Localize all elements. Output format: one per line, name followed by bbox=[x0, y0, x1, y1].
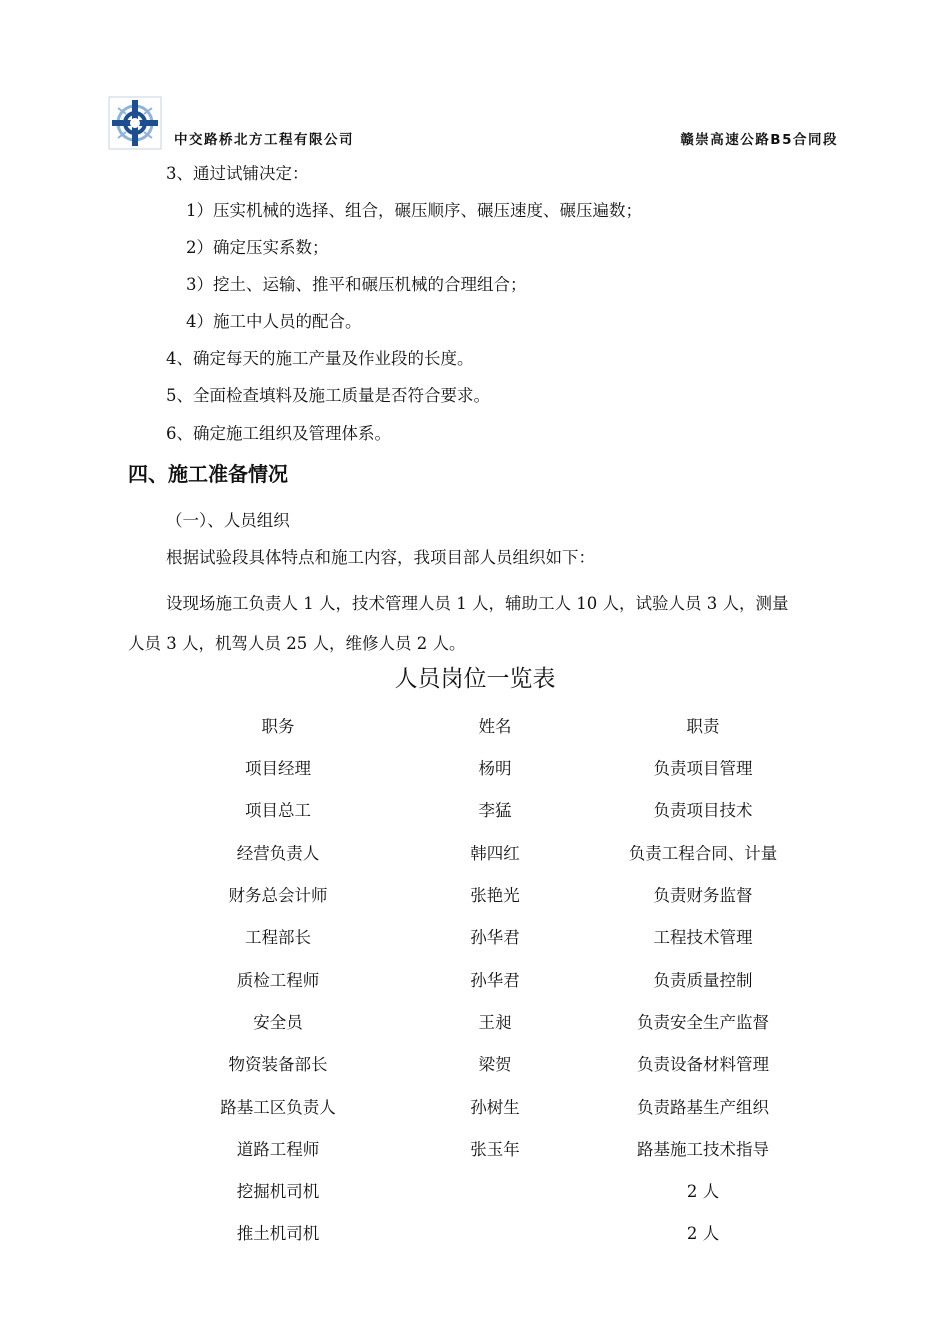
cell-position: 挖掘机司机 bbox=[236, 1182, 320, 1201]
cell-name: 梁贺 bbox=[478, 1055, 512, 1074]
list-item: 4）施工中人员的配合。 bbox=[186, 312, 362, 331]
table-row bbox=[0, 1094, 950, 1124]
cell-duty: 路基施工技术指导 bbox=[637, 1140, 769, 1159]
cell-duty: 负责质量控制 bbox=[653, 971, 753, 990]
cell-duty: 2 人 bbox=[686, 1182, 720, 1201]
cell-position: 工程部长 bbox=[245, 928, 311, 947]
cell-position: 路基工区负责人 bbox=[220, 1098, 336, 1117]
sub-heading: （一）、人员组织 bbox=[166, 511, 290, 530]
cell-name: 孙华君 bbox=[470, 928, 520, 947]
cell-duty: 负责设备材料管理 bbox=[637, 1055, 769, 1074]
cell-position: 经营负责人 bbox=[236, 844, 320, 863]
cell-position: 安全员 bbox=[253, 1013, 303, 1032]
cell-name: 张艳光 bbox=[470, 886, 520, 905]
cell-name: 韩四红 bbox=[470, 844, 520, 863]
cell-duty: 负责项目管理 bbox=[653, 759, 753, 778]
table-row bbox=[0, 1220, 950, 1250]
list-item: 2）确定压实系数； bbox=[186, 238, 329, 257]
cell-name: 杨明 bbox=[478, 759, 512, 778]
list-item: 5、全面检查填料及施工质量是否符合要求。 bbox=[166, 386, 490, 405]
list-item: 3、通过试铺决定： bbox=[166, 164, 309, 183]
table-row bbox=[0, 797, 950, 827]
header-duty: 职责 bbox=[686, 717, 720, 736]
cell-position: 财务总会计师 bbox=[228, 886, 328, 905]
list-item: 4、确定每天的施工产量及作业段的长度。 bbox=[166, 349, 474, 368]
intro-paragraph: 根据试验段具体特点和施工内容，我项目部人员组织如下： bbox=[166, 548, 595, 567]
cell-name: 孙华君 bbox=[470, 971, 520, 990]
cell-position: 项目总工 bbox=[245, 801, 311, 820]
page-header bbox=[108, 96, 838, 152]
cell-duty: 负责安全生产监督 bbox=[637, 1013, 769, 1032]
table-row bbox=[0, 840, 950, 870]
company-name: 中交路桥北方工程有限公司 bbox=[174, 132, 354, 148]
table-row bbox=[0, 924, 950, 954]
list-item: 3）挖土、运输、推平和碾压机械的合理组合； bbox=[186, 275, 527, 294]
contract-section: 赣崇高速公路B5合同段 bbox=[680, 132, 838, 148]
staffing-paragraph-line-1: 设现场施工负责人 1 人，技术管理人员 1 人，辅助工人 10 人，试验人员 3 人，测量 bbox=[166, 594, 789, 613]
cell-name: 李猛 bbox=[478, 801, 512, 820]
section-heading: 四、施工准备情况 bbox=[128, 462, 288, 486]
cell-duty: 2 人 bbox=[686, 1224, 720, 1243]
header-name: 姓名 bbox=[478, 717, 512, 736]
cell-duty: 负责财务监督 bbox=[653, 886, 753, 905]
company-logo-icon bbox=[108, 96, 162, 150]
table-row bbox=[0, 1009, 950, 1039]
cell-position: 项目经理 bbox=[245, 759, 311, 778]
cell-name: 张玉年 bbox=[470, 1140, 520, 1159]
header-position: 职务 bbox=[261, 717, 295, 736]
cell-position: 质检工程师 bbox=[236, 971, 320, 990]
table-row bbox=[0, 882, 950, 912]
cell-name: 孙树生 bbox=[470, 1098, 520, 1117]
cell-position: 物资装备部长 bbox=[228, 1055, 328, 1074]
staffing-paragraph-line-2: 人员 3 人，机驾人员 25 人，维修人员 2 人。 bbox=[128, 634, 466, 653]
cell-duty: 负责工程合同、计量 bbox=[628, 844, 778, 863]
table-row bbox=[0, 1051, 950, 1081]
table-row bbox=[0, 1136, 950, 1166]
cell-position: 推土机司机 bbox=[236, 1224, 320, 1243]
cell-duty: 负责路基生产组织 bbox=[637, 1098, 769, 1117]
table-row bbox=[0, 1178, 950, 1208]
cell-duty: 负责项目技术 bbox=[653, 801, 753, 820]
list-item: 1）压实机械的选择、组合，碾压顺序、碾压速度、碾压遍数； bbox=[186, 201, 642, 220]
list-item: 6、确定施工组织及管理体系。 bbox=[166, 424, 391, 443]
table-row bbox=[0, 967, 950, 997]
cell-duty: 工程技术管理 bbox=[653, 928, 753, 947]
table-row bbox=[0, 755, 950, 785]
table-title: 人员岗位一览表 bbox=[394, 666, 556, 692]
cell-position: 道路工程师 bbox=[236, 1140, 320, 1159]
cell-name: 王昶 bbox=[478, 1013, 512, 1032]
table-header-row bbox=[0, 713, 950, 743]
